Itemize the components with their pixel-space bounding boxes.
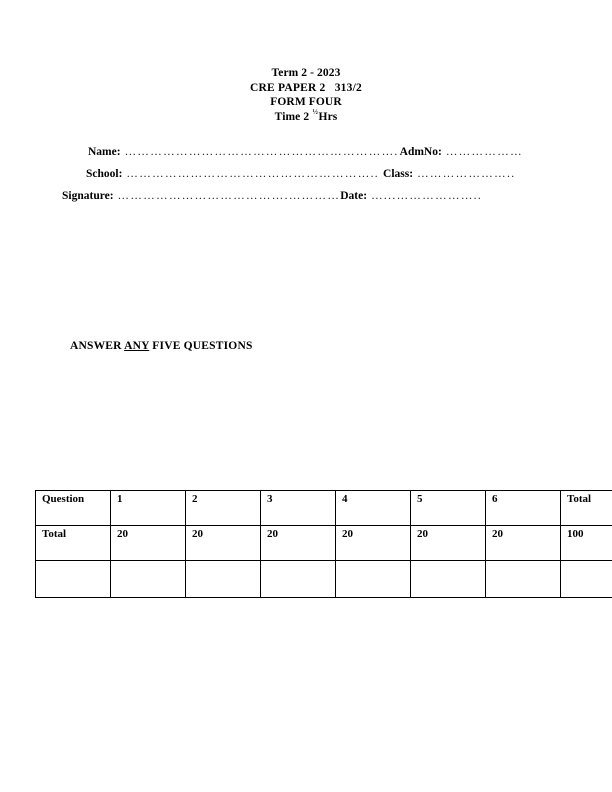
school-input-line[interactable]: ………………………………………………….. xyxy=(126,168,380,180)
cell-total-3: 20 xyxy=(261,526,336,561)
header-paper-code-line: CRE PAPER 2 313/2 xyxy=(250,81,362,94)
table-row-question xyxy=(36,491,612,526)
name-label: Name: xyxy=(88,146,121,158)
cell-question-5: 5 xyxy=(411,491,486,526)
signature-field-row xyxy=(0,190,612,212)
cell-question-label: Question xyxy=(36,491,111,526)
duration-prefix: Time 2 xyxy=(274,110,313,123)
table-row-total xyxy=(36,526,612,561)
header-duration-line xyxy=(0,107,612,125)
cell-total-5: 20 xyxy=(411,526,486,561)
cell-score-6[interactable] xyxy=(486,561,561,598)
duration-fraction: ½ xyxy=(312,107,319,116)
name-input-line[interactable]: ………………………………………………………. xyxy=(124,146,399,158)
duration-suffix: Hrs xyxy=(318,110,338,123)
table-row-score-entry xyxy=(36,561,612,598)
cell-question-total-header: Total xyxy=(561,491,612,526)
marks-table-container xyxy=(35,490,592,598)
exam-header xyxy=(0,66,612,124)
cell-score-grand[interactable] xyxy=(561,561,612,598)
instruction-text-before: ANSWER xyxy=(70,340,125,352)
cell-score-2[interactable] xyxy=(186,561,261,598)
class-input-line[interactable]: ………………….. xyxy=(417,168,516,180)
admno-label: AdmNo: xyxy=(399,146,442,158)
cell-question-4: 4 xyxy=(336,491,411,526)
signature-label: Signature: xyxy=(62,190,114,202)
cell-question-6: 6 xyxy=(486,491,561,526)
cell-total-1: 20 xyxy=(111,526,186,561)
cell-score-4[interactable] xyxy=(336,561,411,598)
name-field-row xyxy=(0,146,612,168)
cell-total-6: 20 xyxy=(486,526,561,561)
cell-score-5[interactable] xyxy=(411,561,486,598)
candidate-details-block xyxy=(0,146,612,212)
cell-score-1[interactable] xyxy=(111,561,186,598)
class-label: Class: xyxy=(383,168,414,180)
cell-question-1: 1 xyxy=(111,491,186,526)
header-form-line: FORM FOUR xyxy=(270,96,342,109)
school-label: School: xyxy=(86,168,123,180)
date-input-line[interactable]: …...……………….. xyxy=(371,190,483,202)
admno-input-line[interactable]: ……………… xyxy=(445,146,523,158)
signature-input-line[interactable]: ………………………………….………… xyxy=(117,190,341,202)
cell-total-label: Total xyxy=(36,526,111,561)
instruction-emphasis-any: ANY xyxy=(124,340,150,352)
cell-total-4: 20 xyxy=(336,526,411,561)
date-label: Date: xyxy=(340,190,368,202)
cell-score-label[interactable] xyxy=(36,561,111,598)
header-term-line: Term 2 - 2023 xyxy=(271,67,341,79)
cell-total-grand: 100 xyxy=(561,526,612,561)
cell-score-3[interactable] xyxy=(261,561,336,598)
marks-table xyxy=(35,490,612,598)
cell-question-3: 3 xyxy=(261,491,336,526)
school-field-row xyxy=(0,168,612,190)
instruction-text-after: FIVE QUESTIONS xyxy=(149,340,253,352)
cell-total-2: 20 xyxy=(186,526,261,561)
instruction-line xyxy=(70,340,253,352)
cell-question-2: 2 xyxy=(186,491,261,526)
